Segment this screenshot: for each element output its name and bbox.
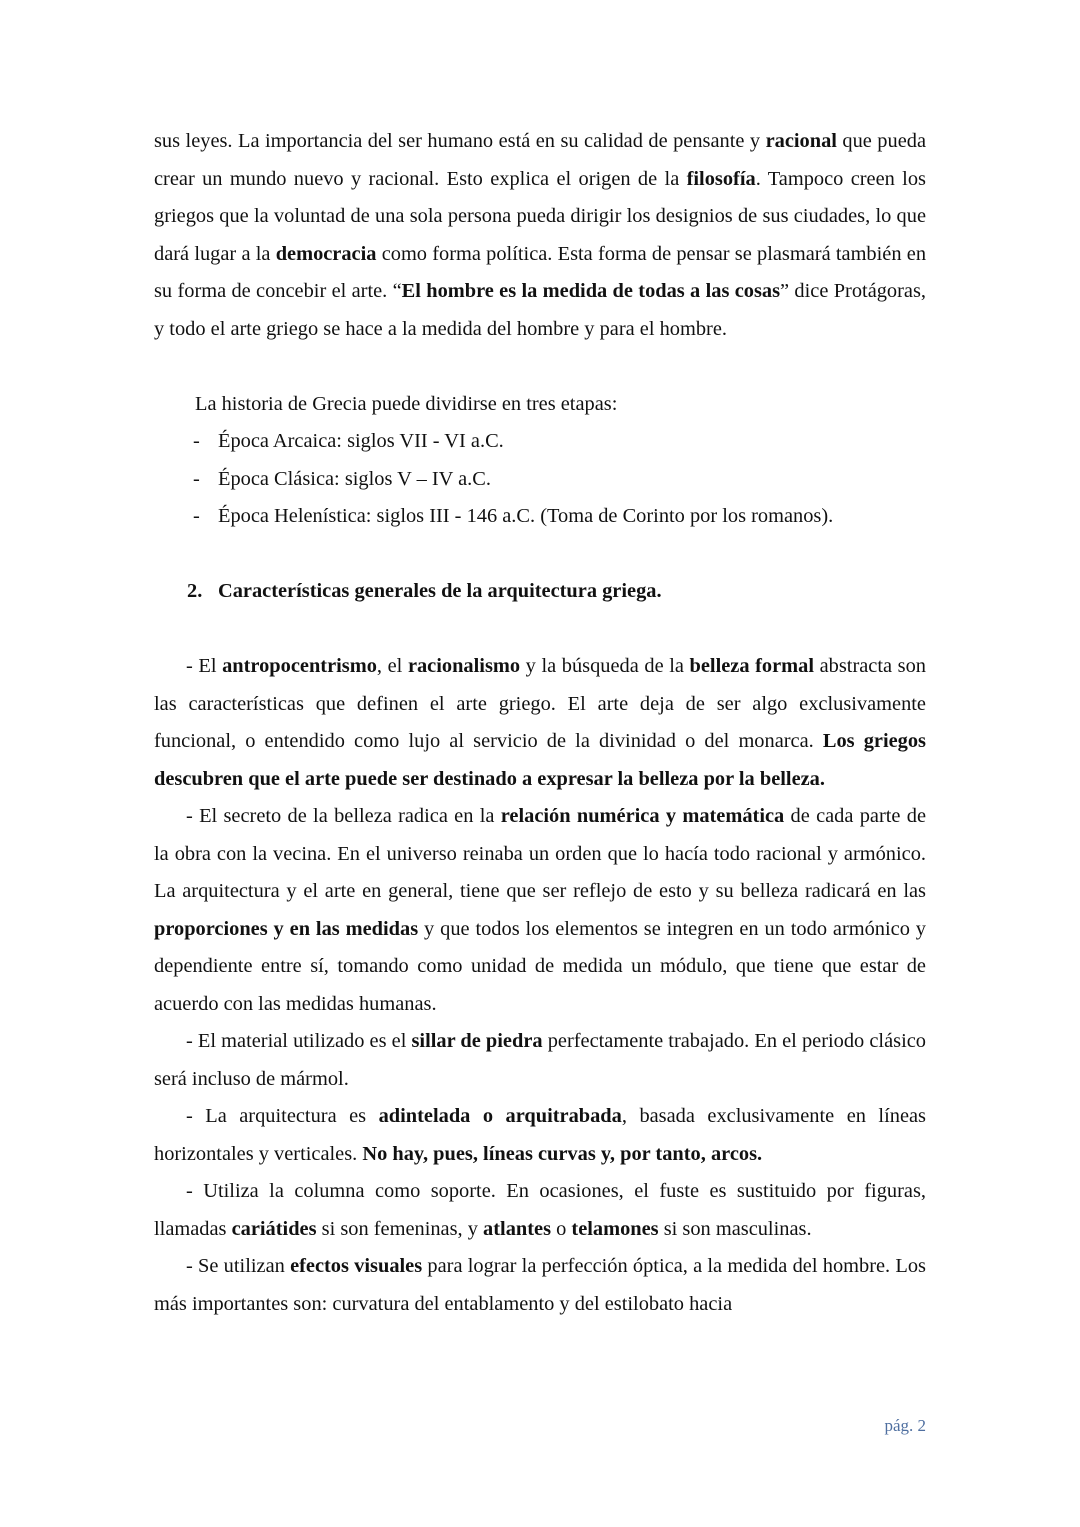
text-run: que pueda crear un mundo nuevo y racional. Esto explica el origen de la [154, 130, 926, 190]
list-dash: - [193, 467, 200, 490]
bold-text: efectos visuales [290, 1255, 423, 1277]
bold-text: proporciones y en las medidas [154, 917, 419, 940]
bold-text: No hay, pues, líneas curvas y, por tanto, arcos. [362, 1142, 763, 1165]
bold-text: El hombre es la medida de todas a las cosas [401, 280, 781, 302]
document-page [154, 123, 926, 1323]
bold-text: atlantes [483, 1217, 552, 1240]
bold-text: democracia [275, 242, 377, 265]
body-paragraph [154, 648, 926, 798]
spacer [154, 348, 926, 386]
text-run: o [551, 1217, 572, 1240]
text-run: - La arquitectura es [186, 1105, 379, 1127]
text-run: - El material utilizado es el [186, 1030, 412, 1052]
bold-text: Los griegos descubren que el arte puede ser destinado a expresar la belleza por la belleza. [154, 730, 926, 790]
spacer [154, 611, 926, 649]
bold-text: belleza formal [689, 655, 815, 677]
list-item [154, 498, 926, 536]
text-run: si son masculinas. [658, 1217, 812, 1240]
text-run: como forma política. Esta forma de pensar se plasmará también en su forma de concebir el arte. “ [154, 242, 927, 302]
bold-text: filosofía [686, 167, 756, 190]
section-title: Características generales de la arquitectura griega. [218, 580, 662, 602]
body-paragraph [154, 1023, 926, 1098]
text-run: , basada exclusivamente en líneas horizontales y verticales. [154, 1105, 926, 1165]
text-run: , el [376, 655, 408, 677]
text-run: de cada parte de la obra con la vecina. En el universo reinaba un orden que lo hacía todo racional y armónico. La arquitectura y el arte en general, tiene que ser reflejo de esto y su belleza radicará en las [154, 805, 926, 902]
list-item-text: Época Arcaica: siglos VII - VI a.C. [218, 430, 504, 452]
text-run: para lograr la perfección óptica, a la medida del hombre. Los más importantes son: curvatura del entablamento y del estilobato hacia [154, 1255, 926, 1315]
section-body [154, 648, 926, 1323]
list-item [154, 423, 926, 461]
text-run: abstracta son las características que definen el arte griego. El arte deja de ser algo exclusivamente funcional, o entendido como lujo al servicio de la divinidad o del monarca. [154, 655, 926, 752]
bold-text: relación numérica y matemática [500, 805, 785, 827]
text-run: y que todos los elementos se integren en un todo armónico y dependiente entre sí, tomando como unidad de medida un módulo, que tiene que estar de acuerdo con las medidas humanas. [154, 917, 926, 1015]
list-dash: - [193, 430, 200, 452]
spacer [154, 536, 926, 574]
bold-text: sillar de piedra [411, 1030, 543, 1052]
body-paragraph [154, 1248, 926, 1323]
bold-text: racional [765, 130, 837, 152]
section-number: 2. [187, 580, 203, 602]
text-run: y la búsqueda de la [520, 655, 690, 677]
bold-text: antropocentrismo [222, 655, 377, 677]
list-item-text: Época Helenística: siglos III - 146 a.C. (Toma de Corinto por los romanos). [218, 505, 834, 527]
text-run: sus leyes. La importancia del ser humano está en su calidad de pensante y [154, 130, 766, 152]
text-run: ” dice Protágoras, y todo el arte griego se hace a la medida del hombre y para el hombre. [154, 280, 927, 340]
page-number: pág. 2 [884, 1416, 926, 1435]
body-paragraph [154, 798, 926, 1023]
section-heading [154, 573, 926, 611]
history-intro: La historia de Grecia puede dividirse en tres etapas: [195, 392, 618, 415]
text-run: perfectamente trabajado. En el periodo clásico será incluso de mármol. [154, 1030, 926, 1090]
text-run: - Utiliza la columna como soporte. En ocasiones, el fuste es sustituido por figuras, llamadas [154, 1180, 926, 1240]
text-run: . Tampoco creen los griegos que la voluntad de una sola persona pueda dirigir los designios de sus ciudades, lo que dará lugar a la [154, 167, 926, 265]
list-item [154, 461, 926, 499]
intro-paragraph [154, 123, 926, 348]
list-item-text: Época Clásica: siglos V – IV a.C. [218, 467, 491, 490]
text-run: - El secreto de la belleza radica en la [186, 805, 501, 827]
list-dash: - [193, 505, 200, 527]
text-run: - Se utilizan [186, 1255, 291, 1277]
body-paragraph [154, 1173, 926, 1248]
body-paragraph [154, 1098, 926, 1173]
bold-text: cariátides [231, 1217, 317, 1240]
bold-text: racionalismo [407, 655, 521, 677]
bold-text: telamones [571, 1217, 659, 1240]
text-run: - El [186, 655, 223, 677]
bold-text: adintelada o arquitrabada [378, 1105, 622, 1127]
text-run: si son femeninas, y [316, 1217, 484, 1240]
